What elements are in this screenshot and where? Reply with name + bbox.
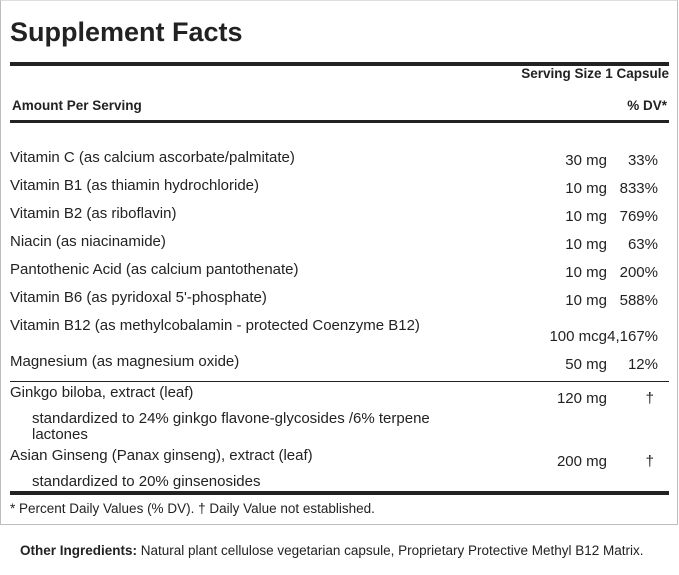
nutrient-name: Magnesium (as magnesium oxide) [10,353,240,370]
nutrient-dv: 769% [619,208,658,225]
nutrient-dv: 833% [619,180,658,197]
botanical-amount: 200 mg [556,453,607,470]
nutrient-dv: 200% [619,264,658,281]
standardization-note: standardized to 24% ginkgo flavone-glycosides /6% terpene lactones [32,410,430,443]
other-ingredients-text: Natural plant cellulose vegetarian capsule, Proprietary Protective Methyl B12 Matrix. [137,543,644,558]
nutrient-dv: 4,167% [607,328,658,345]
nutrient-amount: 100 mcg [549,328,607,345]
footnote: * Percent Daily Values (% DV). † Daily Value not established. [10,501,375,516]
standardization-note: standardized to 20% ginsenosides [32,473,261,490]
nutrient-amount: 10 mg [565,180,607,197]
header-divider [10,120,669,123]
nutrient-dv: 588% [619,292,658,309]
nutrient-name: Vitamin B1 (as thiamin hydrochloride) [10,177,260,194]
panel-title: Supplement Facts [10,17,243,47]
nutrient-dv: 12% [627,356,658,373]
nutrient-name: Vitamin C (as calcium ascorbate/palmitate) [10,149,295,166]
nutrient-name: Vitamin B6 (as pyridoxal 5'-phosphate) [10,289,267,306]
nutrient-name: Niacin (as niacinamide) [10,233,166,250]
nutrient-amount: 10 mg [565,236,607,253]
bottom-divider [10,491,669,495]
dv-header: % DV* [627,98,667,113]
botanical-dv: † [645,390,654,407]
nutrient-dv: 63% [627,236,658,253]
section-divider [10,381,669,382]
amount-per-serving-header: Amount Per Serving [12,98,142,113]
nutrient-amount: 10 mg [565,264,607,281]
other-ingredients [20,541,660,561]
nutrient-amount: 10 mg [565,292,607,309]
nutrient-name: Vitamin B12 (as methylcobalamin - protected Coenzyme B12) [10,317,420,334]
serving-size: Serving Size 1 Capsule [521,66,669,81]
nutrient-name: Vitamin B2 (as riboflavin) [10,205,177,222]
botanical-dv: † [645,453,654,470]
nutrient-name: Pantothenic Acid (as calcium pantothenate) [10,261,299,278]
nutrient-dv: 33% [627,152,658,169]
nutrient-amount: 50 mg [565,356,607,373]
botanical-name: Asian Ginseng (Panax ginseng), extract (leaf) [10,447,313,464]
nutrient-amount: 30 mg [565,152,607,169]
botanical-name: Ginkgo biloba, extract (leaf) [10,384,194,401]
botanical-amount: 120 mg [556,390,607,407]
nutrient-amount: 10 mg [565,208,607,225]
other-ingredients-label: Other Ingredients: [20,543,138,558]
